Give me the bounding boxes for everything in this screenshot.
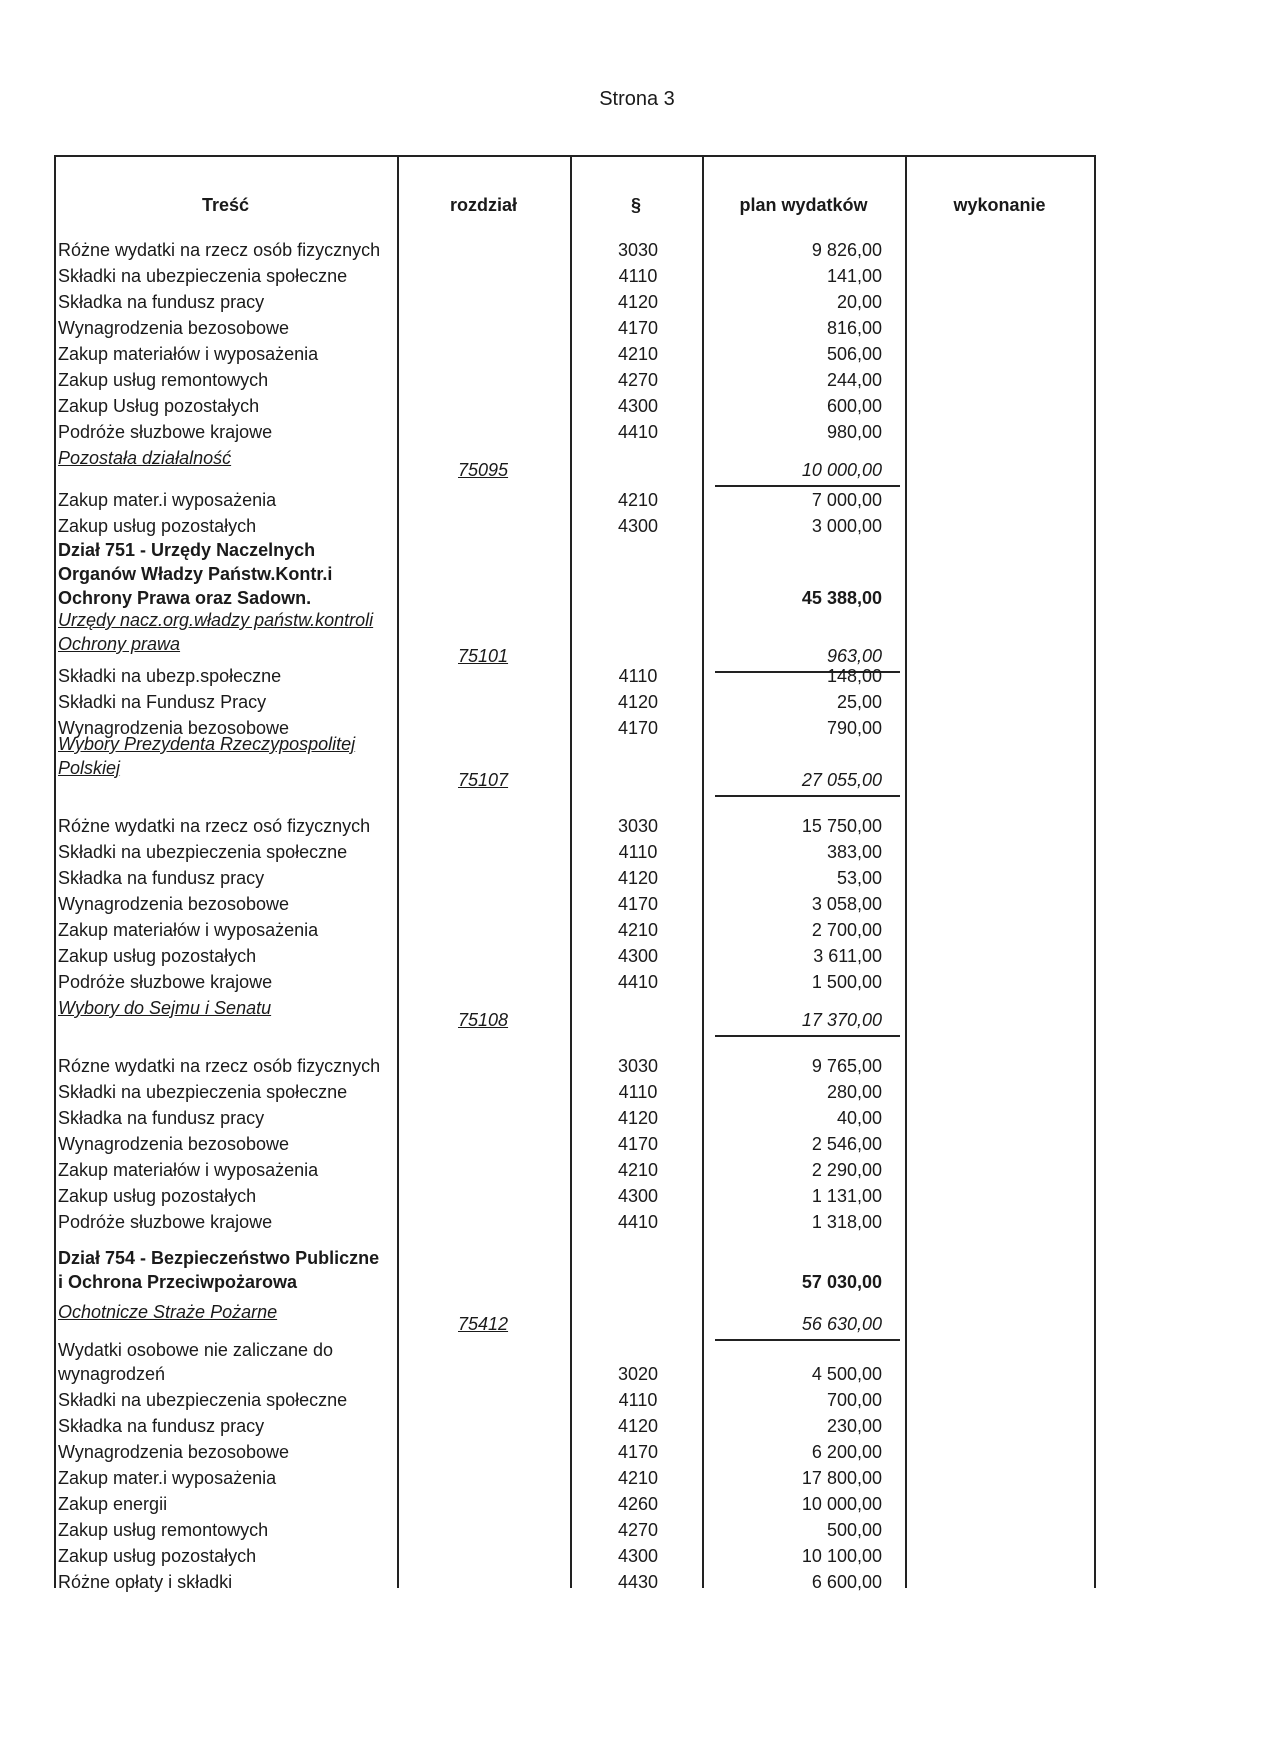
subtotal-underline	[715, 795, 900, 797]
cell-tresc: Pozostała działalność	[58, 448, 232, 468]
cell-paragraf: 4170	[617, 894, 659, 914]
cell-paragraf: 4120	[617, 1108, 659, 1128]
table-row	[0, 1546, 1274, 1572]
table-row	[0, 1390, 1274, 1416]
cell-plan: 45 388,00	[801, 588, 882, 608]
cell-tresc: Podróże słuzbowe krajowe	[58, 1212, 273, 1232]
cell-plan: 56 630,00	[801, 1314, 882, 1334]
cell-tresc: Różne wydatki na rzecz osó fizycznych	[58, 816, 371, 836]
table-row	[0, 816, 1274, 842]
cell-plan: 700,00	[826, 1390, 882, 1410]
cell-tresc: Zakup materiałów i wyposażenia	[58, 920, 319, 940]
cell-paragraf: 4120	[617, 1416, 659, 1436]
table-row	[0, 868, 1274, 894]
cell-tresc: Wynagrodzenia bezosobowe	[58, 1442, 289, 1462]
subtotal-underline	[715, 485, 900, 487]
table-row	[0, 540, 1274, 566]
table-row	[0, 1416, 1274, 1442]
cell-tresc: Różne wydatki na rzecz osób fizycznych	[58, 240, 381, 260]
table-row	[0, 370, 1274, 396]
cell-paragraf: 4270	[617, 1520, 659, 1540]
table-row	[0, 292, 1274, 318]
cell-paragraf: 3030	[617, 1056, 659, 1076]
cell-paragraf: 4120	[617, 868, 659, 888]
cell-plan: 980,00	[826, 422, 882, 442]
cell-tresc: Dział 754 - Bezpieczeństwo Publiczne	[58, 1248, 380, 1268]
cell-plan: 2 700,00	[811, 920, 882, 940]
header-tresc: Treść	[201, 195, 250, 215]
cell-tresc: Wydatki osobowe nie zaliczane do	[58, 1340, 333, 1360]
cell-plan: 230,00	[826, 1416, 882, 1436]
cell-tresc: Dział 751 - Urzędy Naczelnych	[58, 540, 316, 560]
cell-tresc: Zakup materiałów i wyposażenia	[58, 1160, 319, 1180]
table-row	[0, 1520, 1274, 1546]
table-row	[0, 920, 1274, 946]
table-row	[0, 1468, 1274, 1494]
cell-plan: 506,00	[826, 344, 882, 364]
cell-plan: 27 055,00	[801, 770, 882, 790]
table-row	[0, 998, 1274, 1030]
table-row	[0, 396, 1274, 422]
cell-tresc: Zakup mater.i wyposażenia	[58, 1468, 277, 1488]
header-wykonanie: wykonanie	[953, 195, 1046, 215]
cell-rozdzial: 75101	[458, 646, 509, 666]
cell-tresc: Ochotnicze Straże Pożarne	[58, 1302, 278, 1322]
table-row	[0, 1302, 1274, 1334]
cell-tresc: Zakup usług remontowych	[58, 1520, 269, 1540]
cell-paragraf: 4300	[617, 396, 659, 416]
cell-paragraf: 4410	[617, 972, 659, 992]
cell-plan: 10 000,00	[801, 1494, 882, 1514]
cell-plan: 1 318,00	[811, 1212, 882, 1232]
table-row	[0, 634, 1274, 666]
cell-paragraf: 4110	[618, 666, 658, 686]
cell-plan: 280,00	[826, 1082, 882, 1102]
cell-plan: 3 611,00	[813, 946, 882, 966]
cell-plan: 2 290,00	[811, 1160, 882, 1180]
table-row	[0, 1134, 1274, 1160]
table-row	[0, 1364, 1274, 1390]
cell-tresc: Zakup usług pozostałych	[58, 1546, 257, 1566]
cell-tresc: Zakup usług pozostałych	[58, 516, 257, 536]
cell-plan: 10 100,00	[801, 1546, 882, 1566]
cell-tresc: wynagrodzeń	[58, 1364, 166, 1384]
header-rozdzial: rozdział	[449, 195, 517, 215]
cell-plan: 7 000,00	[811, 490, 882, 510]
table-top-border	[54, 155, 1094, 157]
cell-tresc: Składki na ubezpieczenia społeczne	[58, 1082, 348, 1102]
cell-plan: 6 200,00	[811, 1442, 882, 1462]
table-row	[0, 734, 1274, 760]
cell-tresc: Zakup energii	[58, 1494, 168, 1514]
cell-paragraf: 4210	[617, 920, 659, 940]
cell-plan: 790,00	[826, 718, 882, 738]
cell-plan: 17 370,00	[801, 1010, 882, 1030]
cell-paragraf: 4210	[617, 344, 659, 364]
cell-paragraf: 4110	[618, 266, 658, 286]
cell-plan: 141,00	[826, 266, 882, 286]
table-row	[0, 490, 1274, 516]
table-row	[0, 318, 1274, 344]
cell-plan: 1 500,00	[811, 972, 882, 992]
table-row	[0, 842, 1274, 868]
cell-plan: 3 058,00	[811, 894, 882, 914]
cell-tresc: Ochrony prawa	[58, 634, 181, 654]
table-row	[0, 692, 1274, 718]
table-row	[0, 564, 1274, 590]
table-row	[0, 1160, 1274, 1186]
cell-plan: 963,00	[826, 646, 882, 666]
cell-plan: 9 765,00	[811, 1056, 882, 1076]
cell-rozdzial: 75107	[458, 770, 509, 790]
cell-plan: 816,00	[826, 318, 882, 338]
cell-paragraf: 4410	[617, 422, 659, 442]
cell-tresc: Składka na fundusz pracy	[58, 1108, 265, 1128]
cell-tresc: Podróże słuzbowe krajowe	[58, 422, 273, 442]
cell-plan: 2 546,00	[811, 1134, 882, 1154]
cell-tresc: Składka na fundusz pracy	[58, 292, 265, 312]
cell-paragraf: 4260	[617, 1494, 659, 1514]
table-row	[0, 972, 1274, 998]
cell-rozdzial: 75095	[458, 460, 509, 480]
cell-paragraf: 4410	[617, 1212, 659, 1232]
cell-tresc: Wynagrodzenia bezosobowe	[58, 318, 289, 338]
table-row	[0, 610, 1274, 636]
cell-plan: 148,00	[826, 666, 882, 686]
cell-tresc: Zakup mater.i wyposażenia	[58, 490, 277, 510]
table-row	[0, 1248, 1274, 1274]
subtotal-underline	[715, 1035, 900, 1037]
cell-plan: 383,00	[826, 842, 882, 862]
cell-paragraf: 4120	[617, 292, 659, 312]
cell-paragraf: 4300	[617, 946, 659, 966]
table-row	[0, 894, 1274, 920]
cell-plan: 40,00	[836, 1108, 882, 1128]
cell-plan: 25,00	[836, 692, 882, 712]
table-row	[0, 240, 1274, 266]
table-row	[0, 1056, 1274, 1082]
page-number: Strona 3	[599, 88, 675, 110]
cell-plan: 6 600,00	[811, 1572, 882, 1592]
cell-plan: 20,00	[836, 292, 882, 312]
cell-plan: 500,00	[826, 1520, 882, 1540]
cell-tresc: Składki na ubezp.społeczne	[58, 666, 282, 686]
cell-paragraf: 3030	[617, 240, 659, 260]
cell-plan: 15 750,00	[801, 816, 882, 836]
table-row	[0, 344, 1274, 370]
cell-plan: 53,00	[836, 868, 882, 888]
cell-tresc: Zakup usług remontowych	[58, 370, 269, 390]
cell-tresc: Różne opłaty i składki	[58, 1572, 233, 1592]
cell-plan: 17 800,00	[801, 1468, 882, 1488]
table-row	[0, 448, 1274, 480]
cell-tresc: Podróże słuzbowe krajowe	[58, 972, 273, 992]
table-row	[0, 1186, 1274, 1212]
cell-tresc: Ochrony Prawa oraz Sadown.	[58, 588, 312, 608]
cell-paragraf: 4210	[617, 1468, 659, 1488]
cell-paragraf: 4430	[617, 1572, 659, 1592]
cell-tresc: Urzędy nacz.org.władzy państw.kontroli	[58, 610, 374, 630]
cell-tresc: Składki na ubezpieczenia społeczne	[58, 1390, 348, 1410]
cell-paragraf: 4120	[617, 692, 659, 712]
cell-tresc: Składki na ubezpieczenia społeczne	[58, 266, 348, 286]
cell-paragraf: 4210	[617, 490, 659, 510]
cell-rozdzial: 75412	[458, 1314, 509, 1334]
cell-paragraf: 4300	[617, 1546, 659, 1566]
cell-plan: 1 131,00	[811, 1186, 882, 1206]
cell-tresc: Zakup materiałów i wyposażenia	[58, 344, 319, 364]
cell-plan: 3 000,00	[811, 516, 882, 536]
table-row	[0, 266, 1274, 292]
cell-plan: 244,00	[826, 370, 882, 390]
cell-tresc: Składki na Fundusz Pracy	[58, 692, 267, 712]
cell-paragraf: 4170	[617, 318, 659, 338]
cell-tresc: Wynagrodzenia bezosobowe	[58, 894, 289, 914]
table-row	[0, 1212, 1274, 1238]
cell-tresc: Wynagrodzenia bezosobowe	[58, 718, 289, 738]
cell-tresc: Zakup usług pozostałych	[58, 1186, 257, 1206]
cell-tresc: Organów Władzy Państw.Kontr.i	[58, 564, 333, 584]
table-row	[0, 1272, 1274, 1298]
table-row	[0, 946, 1274, 972]
table-row	[0, 666, 1274, 692]
cell-tresc: Zakup Usług pozostałych	[58, 396, 260, 416]
cell-plan: 600,00	[826, 396, 882, 416]
cell-paragraf: 4270	[617, 370, 659, 390]
table-row	[0, 758, 1274, 790]
cell-rozdzial: 75108	[458, 1010, 509, 1030]
cell-tresc: Rózne wydatki na rzecz osób fizycznych	[58, 1056, 381, 1076]
cell-paragraf: 4110	[618, 1390, 658, 1410]
cell-plan: 4 500,00	[811, 1364, 882, 1384]
table-row	[0, 1082, 1274, 1108]
cell-plan: 9 826,00	[811, 240, 882, 260]
cell-paragraf: 4110	[618, 842, 658, 862]
cell-paragraf: 4170	[617, 1442, 659, 1462]
cell-paragraf: 4300	[617, 1186, 659, 1206]
header-paragraf: §	[630, 195, 641, 215]
cell-plan: 10 000,00	[801, 460, 882, 480]
table-row	[0, 516, 1274, 542]
cell-paragraf: 4170	[617, 718, 659, 738]
cell-paragraf: 3020	[617, 1364, 659, 1384]
cell-paragraf: 3030	[617, 816, 659, 836]
cell-plan: 57 030,00	[801, 1272, 882, 1292]
header-plan: plan wydatków	[739, 195, 868, 215]
cell-tresc: Wybory Prezydenta Rzeczypospolitej	[58, 734, 356, 754]
table-row	[0, 1340, 1274, 1366]
cell-paragraf: 4300	[617, 516, 659, 536]
cell-paragraf: 4210	[617, 1160, 659, 1180]
cell-tresc: Składka na fundusz pracy	[58, 868, 265, 888]
table-row	[0, 1494, 1274, 1520]
cell-tresc: Składka na fundusz pracy	[58, 1416, 265, 1436]
cell-paragraf: 4110	[618, 1082, 658, 1102]
table-row	[0, 422, 1274, 448]
cell-tresc: Składki na ubezpieczenia społeczne	[58, 842, 348, 862]
cell-tresc: Zakup usług pozostałych	[58, 946, 257, 966]
table-row	[0, 1108, 1274, 1134]
table-row	[0, 1442, 1274, 1468]
table-row	[0, 1572, 1274, 1598]
cell-paragraf: 4170	[617, 1134, 659, 1154]
cell-tresc: i Ochrona Przeciwpożarowa	[58, 1272, 298, 1292]
cell-tresc: Wynagrodzenia bezosobowe	[58, 1134, 289, 1154]
cell-tresc: Wybory do Sejmu i Senatu	[58, 998, 272, 1018]
cell-tresc: Polskiej	[58, 758, 121, 778]
